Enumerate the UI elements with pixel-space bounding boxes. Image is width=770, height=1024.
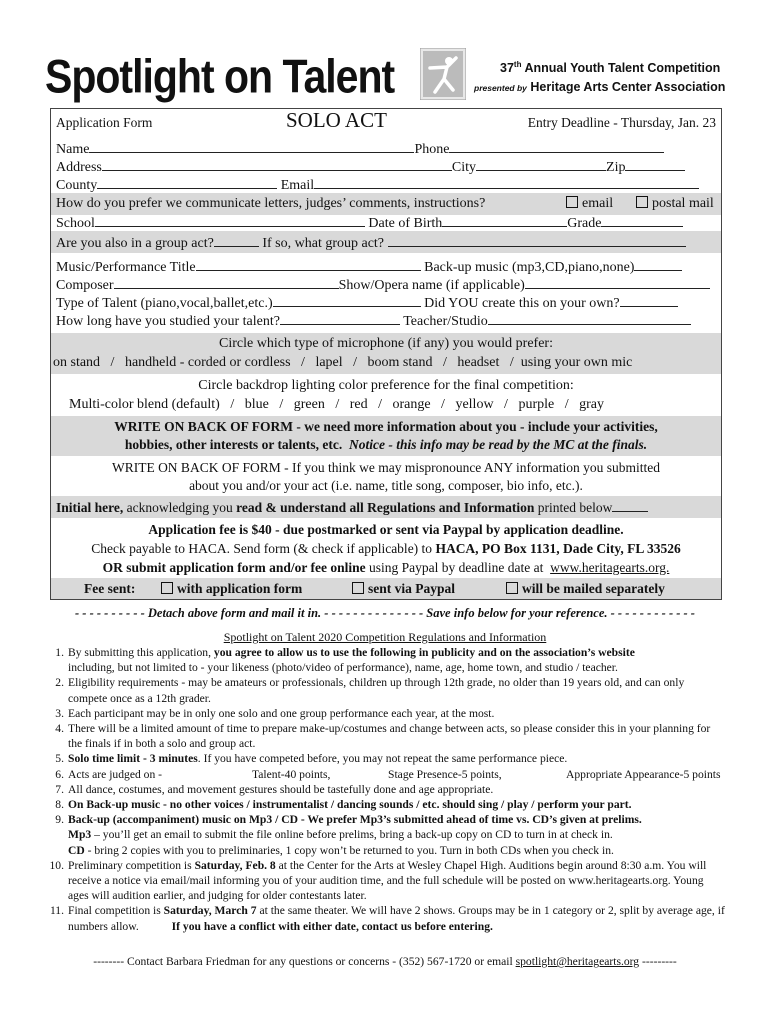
music-title-field[interactable] (196, 257, 421, 271)
postal-option[interactable]: postal mail (636, 195, 714, 213)
check-line: Check payable to HACA. Send form (& check if applicable) to HACA, PO Box 1131, Dade City, FL 33526 (91, 541, 681, 556)
talent-type-field[interactable] (273, 293, 421, 307)
form-header-row: Application Form SOLO ACT Entry Deadline - Thursday, Jan. 23 (56, 108, 716, 132)
mispronounce-line2: about you and/or your act (i.e. name, title song, composer, bio info, etc.). (189, 478, 583, 493)
mispronounce-line1: WRITE ON BACK OF FORM - If you think we may mispronounce ANY information you submitted (111, 460, 661, 475)
phone-field[interactable] (449, 139, 664, 153)
name-field[interactable] (89, 139, 414, 153)
county-row: County Email (56, 175, 716, 195)
checkbox-icon (506, 582, 518, 594)
checkbox-icon (352, 582, 364, 594)
checkbox-icon (636, 196, 648, 208)
rules-list (44, 645, 726, 934)
composer-field[interactable] (114, 275, 339, 289)
address-row: Address City Zip (56, 157, 716, 177)
checkbox-icon (566, 196, 578, 208)
address-field[interactable] (102, 157, 452, 171)
grade-field[interactable] (601, 213, 683, 227)
music-row: Music/Performance Title Back-up music (mp3,CD,piano,none) (56, 257, 716, 277)
communicate-row: How do you prefer we communicate letters, judges’ comments, instructions? email postal mail (56, 196, 714, 211)
dob-field[interactable] (442, 213, 567, 227)
list-item: 4. There will be a limited amount of time to prepare make-up/costumes and change between acts, so please consider this in your planning for the finals if in both a solo and group act. (55, 722, 711, 751)
list-item: 9. Back-up (accompaniment) music on Mp3 / CD - We prefer Mp3’s submitted ahead of time vs. CD’s given at prelims. Mp3 – you’ll get an email to submit the file online before prelims, bring a back-up copy on CD to turn in at check in. CD - bring 2 copies with you to preliminaries, 1 copy won’t be returned to you. Turn in both CDs when you check in. (55, 813, 642, 857)
solo-act-heading: SOLO ACT (286, 108, 387, 132)
how-long-row: How long have you studied your talent? Teacher/Studio (56, 311, 716, 331)
contact-email-link[interactable]: spotlight@heritagearts.org (515, 955, 640, 968)
backup-music-field[interactable] (634, 257, 682, 271)
contact-line: -------- Contact Barbara Friedman for any questions or concerns - (352) 567-1720 or email spotlight@heritagearts.org --------- (93, 955, 677, 968)
fee-line: Application fee is $40 - due postmarked or sent via Paypal by application deadline. (148, 522, 624, 537)
dancer-logo-icon (420, 48, 466, 100)
rules-title: Spotlight on Talent 2020 Competition Regulations and Information (223, 630, 547, 644)
page-title: Spotlight on Talent (45, 50, 395, 103)
lighting-options[interactable]: Multi-color blend (default) / blue / green / red / orange / yellow / purple / gray (69, 397, 604, 412)
create-own-field[interactable] (620, 293, 678, 307)
group-row: Are you also in a group act? If so, what group act? (56, 233, 716, 253)
mic-options[interactable]: on stand / handheld - corded or cordless / lapel / boom stand / headset / using your own mic (53, 355, 633, 370)
email-option[interactable]: email (566, 195, 613, 213)
talent-type-row: Type of Talent (piano,vocal,ballet,etc.) Did YOU create this on your own? (56, 293, 716, 313)
detach-line: - - - - - - - - - - Detach above form and mail it in. - - - - - - - - - - - - - - Save info below for your reference. - - - - - - - - - - - - (75, 606, 695, 620)
school-row: School Date of Birth Grade (56, 213, 716, 233)
lighting-question: Circle backdrop lighting color preference for the final competition: (198, 378, 574, 393)
list-item: 8. On Back-up music - no other voices / instrumentalist / dancing sounds / etc. should sing / play / perform your part. (55, 798, 632, 812)
list-item: 3. Each participant may be in only one solo and one group performance each year, at the most. (55, 706, 495, 720)
checkbox-icon (161, 582, 173, 594)
list-item: 11. Final competition is Saturday, March 7 at the same theater. We will have 2 shows. Groups may be in 1 category or 2, split by average age, if numbers allow. If you have a conflict with either date, contact us before entering. (49, 904, 725, 933)
application-form: Application Form SOLO ACT Entry Deadline - Thursday, Jan. 23 Name Phone Address City Zip County Email How do you prefer we communicate letters, judges’ comments, instructions? email postal mail School Date of Birth Grade Are you also in a group act? If so, what group act? Music/Performance Title Back-up music (mp3,CD,piano,none) Composer Show/Opera name (if applicable) Type of Talent (piano,vocal,ballet,etc.) Did YOU create this on your own? How long have you studied your talent? Teacher/Studio Circle which type of microphone (if any) you would prefer: on stand / handheld - corded or cordless / lapel / boom stand / headset / using your own mic Circle backdrop lighting color preference for the final competition: Multi-color blend (default) / blue / green / red / orange / yellow / purple / gray WRITE ON BACK OF FORM - we need more information about you - include your activities, hobbies, other interests or talents, etc. Notice - this info may be read by the MC at the finals. WRITE ON BACK OF FORM - If you think we may mispronounce ANY information you submitted about you and/or your act (i.e. name, title song, composer, bio info, etc.). Initial here, acknowledging you read & understand all Regulations and Information printed below Application fee is $40 - due postmarked or sent via Paypal by application deadline. Check payable to HACA. Send form (& check if applicable) to HACA, PO Box 1131, Dade City, FL 33526 OR submit application form and/or fee online using Paypal by deadline date at www.heritagearts.org. Fee sent: with application form sent via Paypal will be mailed separately (50, 108, 722, 600)
how-long-field[interactable] (280, 311, 400, 325)
zip-field[interactable] (625, 157, 685, 171)
county-field[interactable] (97, 175, 277, 189)
name-row: Name Phone (56, 139, 716, 159)
list-item: 7. All dance, costumes, and movement gestures should be tastefully done and age appropriate. (55, 782, 494, 796)
initial-field[interactable] (612, 498, 648, 512)
composer-row: Composer Show/Opera name (if applicable) (56, 275, 716, 295)
initial-row: Initial here, acknowledging you read & understand all Regulations and Information printed below (56, 498, 716, 517)
list-item: 5. Solo time limit - 3 minutes. If you have competed before, you may not repeat the same performance piece. (55, 752, 568, 766)
email-field[interactable] (314, 175, 699, 189)
show-opera-field[interactable] (525, 275, 710, 289)
fee-mailed-option[interactable]: will be mailed separately (506, 580, 665, 598)
list-item: 2. Eligibility requirements - may be amateurs or professionals, children up through 12th grade, no older than 19 years old, and can only compete once as a 12th grader. (55, 676, 685, 705)
teacher-field[interactable] (488, 311, 691, 325)
list-item: 1. By submitting this application, you agree to allow us to use the following in publicity and on the association’s website including, but not limited to - your likeness (photo/video of performance), name, age, home town, and studio / teacher. (55, 646, 635, 675)
fee-with-form-option[interactable]: with application form (161, 580, 302, 598)
website-link[interactable]: www.heritagearts.org. (550, 560, 670, 575)
list-item: 10. Preliminary competition is Saturday, Feb. 8 at the Center for the Arts at Wesley Chapel High. Auditions begin around 8:30 a.m. You will receive a notice via email/mail informing you of your audition time, and the full schedule will be posted on www.heritagearts.org. Young ages will audition earlier, and judging for older contestants later. (49, 858, 707, 903)
entry-deadline: Entry Deadline - Thursday, Jan. 23 (527, 115, 716, 130)
list-item: 6. Acts are judged on - Talent-40 points, Stage Presence-5 points, Appropriate Appearance-5 points (55, 767, 721, 781)
tagline: 37th Annual Youth Talent Competition (500, 60, 721, 76)
school-field[interactable] (95, 213, 365, 227)
mic-question: Circle which type of microphone (if any) you would prefer: (219, 336, 553, 351)
online-line: OR submit application form and/or fee online using Paypal by deadline date at www.heritagearts.org. (102, 560, 670, 575)
city-field[interactable] (476, 157, 606, 171)
group-yes-field[interactable] (214, 233, 259, 247)
organization-line: presented by Heritage Arts Center Association (474, 80, 726, 94)
group-name-field[interactable] (388, 233, 686, 247)
write-back-line2: hobbies, other interests or talents, etc. Notice - this info may be read by the MC at the finals. (124, 437, 648, 452)
write-back-line1: WRITE ON BACK OF FORM - we need more information about you - include your activities, (114, 419, 658, 434)
fee-paypal-option[interactable]: sent via Paypal (352, 580, 455, 598)
